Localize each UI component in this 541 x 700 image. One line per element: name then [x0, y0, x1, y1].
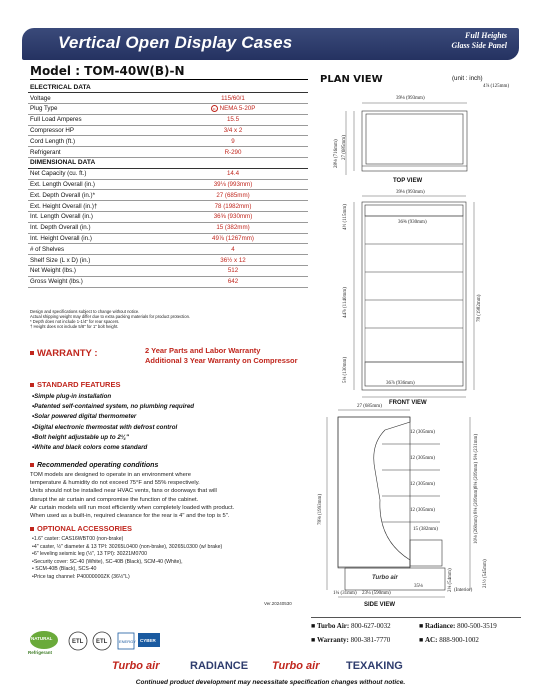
spec-label: Net Weight (lbs.) [28, 266, 158, 277]
contact-warranty: ■ Warranty: 800-381-7770 [311, 636, 391, 644]
svg-text:Turbo air: Turbo air [372, 575, 398, 581]
dim-label: 36⅝ (930mm) [398, 220, 427, 225]
side-view-label: SIDE VIEW [364, 602, 396, 608]
spec-label: Plug Type [28, 104, 158, 115]
spec-value: 3/4 x 2 [158, 125, 308, 136]
list-item: • 1.6" caster: CAS16WBT00 (non-brake) [32, 536, 222, 544]
contact-radiance: ■ Radiance: 800-500-3519 [419, 622, 497, 630]
list-item: • Patented self-contained system, no plumbing required [32, 402, 194, 412]
standard-features-heading: STANDARD FEATURES [30, 380, 120, 389]
list-item: • Security cover: SC-40 (White), SC-40B (Black), SCM-40 (White), [32, 559, 222, 567]
svg-text:ETL: ETL [96, 639, 108, 645]
spec-value: 49⅞ (1267mm) [158, 233, 308, 244]
dim-label: 39⅛ (993mm) [396, 96, 425, 101]
dim-label: 36⅞ (936mm) [386, 381, 415, 386]
list-item: • SCM-40B (Black), SCS-40 [32, 566, 222, 574]
spec-value: 36½ x 12 [158, 255, 308, 266]
spec-label: # of Shelves [28, 244, 158, 255]
dim-label: 4⅞ (125mm) [483, 84, 510, 89]
page-subtitle: Full Heights Glass Side Panel [451, 31, 507, 50]
warranty-lines: 2 Year Parts and Labor Warranty Additional 3 Year Warranty on Compressor [145, 346, 298, 365]
spec-value: 115/60/1 [158, 93, 308, 104]
spec-value: 39⅛ (993mm) [158, 179, 308, 190]
accessories-heading: OPTIONAL ACCESSORIES [30, 524, 132, 533]
certification-logos [28, 628, 268, 663]
brand-turbo-air: Turbo air [112, 660, 160, 672]
spec-label: Int. Height Overall (in.) [28, 233, 158, 244]
contact-turbo-air: ■ Turbo Air: 800-627-0032 [311, 622, 391, 630]
warranty-label: WARRANTY : [30, 348, 98, 359]
spec-label: Full Load Amperes [28, 114, 158, 125]
spec-label: Cord Length (ft.) [28, 136, 158, 147]
svg-text:ENERGY: ENERGY [119, 639, 136, 644]
spec-value: 14.4 [158, 168, 308, 179]
recommended-body: TOM models are designed to operate in an environment where temperature & humidity do not exceed 75°F and 55% respectively. Units should not be installed near HVAC vents, fans or doorways that will disrupt the air curtain and compromise the function of the cabinet. Air curtain models will run most efficiently when completely loaded with product. When used as a built-in, required clearance for the rear is 4" and the top is 5". [30, 472, 235, 520]
dim-label: 44⅞ (1140mm) [343, 287, 348, 318]
contact-ac: ■ AC: 888-900-1002 [419, 636, 479, 644]
cert-icons [28, 628, 268, 658]
list-item: • Bolt height adjustable up to 2¼" [32, 433, 194, 443]
dim-label: 12 (305mm) [410, 482, 435, 487]
table-section-heading: DIMENSIONAL DATA [28, 158, 308, 169]
unit-label: (unit : inch) [452, 75, 483, 82]
spec-value: 512 [158, 266, 308, 277]
dim-label: 39⅛ (993mm) [396, 190, 425, 195]
recommended-heading: Recommended operating conditions [30, 462, 158, 469]
side-view-outline [338, 417, 410, 568]
spec-label: Compressor HP [28, 125, 158, 136]
dim-label: 27 (685mm) [342, 135, 347, 160]
spec-label: Int. Depth Overall (in.) [28, 222, 158, 233]
spec-value: •• NEMA 5-20P [158, 104, 308, 115]
dim-label: 2⅛ (54mm) [448, 568, 453, 592]
dim-label: 78 (1982mm) [477, 294, 482, 322]
spec-notes: Design and specifications subject to change without notice. Actual shipping weight may differ due to extra packing materials for product protection. * Depth does not include 1-1/4" for rear spacers. † Height does not include 5/8" for 1" bolt height. [30, 309, 191, 329]
spec-label: Int. Length Overall (in.) [28, 212, 158, 223]
list-item: • 4" caster, ½" diameter & 13 TPI: 30265L0400 (non-brake), 30265L0300 (w/ brake) [32, 544, 222, 552]
brand-texaking: TEXAKING [346, 660, 403, 672]
list-item: • Solar powered digital thermometer [32, 412, 194, 422]
svg-text:ETL: ETL [72, 639, 84, 645]
spec-label: Voltage [28, 93, 158, 104]
plan-view-title: PLAN VIEW [320, 74, 383, 85]
model-number: Model : TOM-40W(B)-N [30, 64, 185, 78]
brand-turbo-air: Turbo air [272, 660, 320, 672]
spec-value: 78 (1982mm) [158, 201, 308, 212]
table-section-heading: ELECTRICAL DATA [28, 82, 308, 93]
footer-disclaimer: Continued product development may necessitate specification changes without notice. [135, 679, 406, 686]
spec-label: Net Capacity (cu. ft.) [28, 168, 158, 179]
list-item: • Price tag channel: P40000000ZK (36½"L) [32, 574, 222, 582]
dim-label: 23¼ (590mm) [362, 591, 391, 596]
spec-label: Refrigerant [28, 147, 158, 158]
dim-label: 8⅛ (209mm) [474, 487, 479, 514]
spec-label: Gross Weight (lbs.) [28, 276, 158, 287]
dim-label: 21½ (545mm) [483, 559, 488, 588]
dim-label: 10⅛ (260mm) [474, 515, 479, 544]
spec-value: 15 (382mm) [158, 222, 308, 233]
dim-label: 9⅛ (231mm) [474, 433, 479, 460]
svg-text:NATURAL: NATURAL [31, 636, 53, 641]
spec-value: R-290 [158, 147, 308, 158]
spec-value: 9 [158, 136, 308, 147]
dim-label: 12 (305mm) [410, 430, 435, 435]
dim-label: 4½ (115mm) [343, 204, 348, 230]
spec-label: Ext. Length Overall (in.) [28, 179, 158, 190]
dim-label: 12 (305mm) [410, 508, 435, 513]
svg-text:CYBER: CYBER [140, 638, 156, 643]
brand-logos [0, 660, 541, 676]
dim-label: 1¼ (31mm) [333, 591, 357, 596]
spec-value: 36⅝ (930mm) [158, 212, 308, 223]
dim-label: 8⅛ (209mm) [474, 461, 479, 488]
dim-label: 78⅜ (1993mm) [318, 493, 323, 525]
dim-label: 15 (382mm) [413, 527, 438, 532]
list-item: • Digital electronic thermostat with defrost control [32, 423, 194, 433]
dim-label: 28⅛ (716mm) [334, 139, 339, 168]
dim-label: 35⅛ [414, 584, 423, 589]
brand-radiance: RADIANCE [190, 660, 249, 672]
spec-label: Shelf Size (L x D) (in.) [28, 255, 158, 266]
spec-value: 4 [158, 244, 308, 255]
top-view-outline [362, 111, 467, 171]
svg-text:Refrigerant: Refrigerant [28, 650, 53, 655]
dim-label: 5⅛ (130mm) [343, 356, 348, 383]
plug-icon: •• [211, 105, 218, 112]
spec-value: 642 [158, 276, 308, 287]
contact-info [311, 617, 521, 644]
spec-value: 15.5 [158, 114, 308, 125]
dim-label: 12 (305mm) [410, 456, 435, 461]
spec-label: Ext. Depth Overall (in.)* [28, 190, 158, 201]
list-item: • Simple plug-in installation [32, 392, 194, 402]
version-label: Ver.20240530 [264, 601, 292, 606]
spec-label: Ext. Height Overall (in.)† [28, 201, 158, 212]
top-view-label: TOP VIEW [393, 178, 423, 184]
spec-value: 27 (685mm) [158, 190, 308, 201]
list-item: • White and black colors come standard [32, 443, 194, 453]
dim-label: (Interior) [454, 588, 473, 593]
list-item: • 6" leveling seismic leg (½", 13 TPI): 30221M0700 [32, 551, 222, 559]
front-view-label: FRONT VIEW [389, 400, 427, 406]
dim-label: 27 (685mm) [357, 404, 382, 409]
page-title: Vertical Open Display Cases [58, 33, 293, 52]
